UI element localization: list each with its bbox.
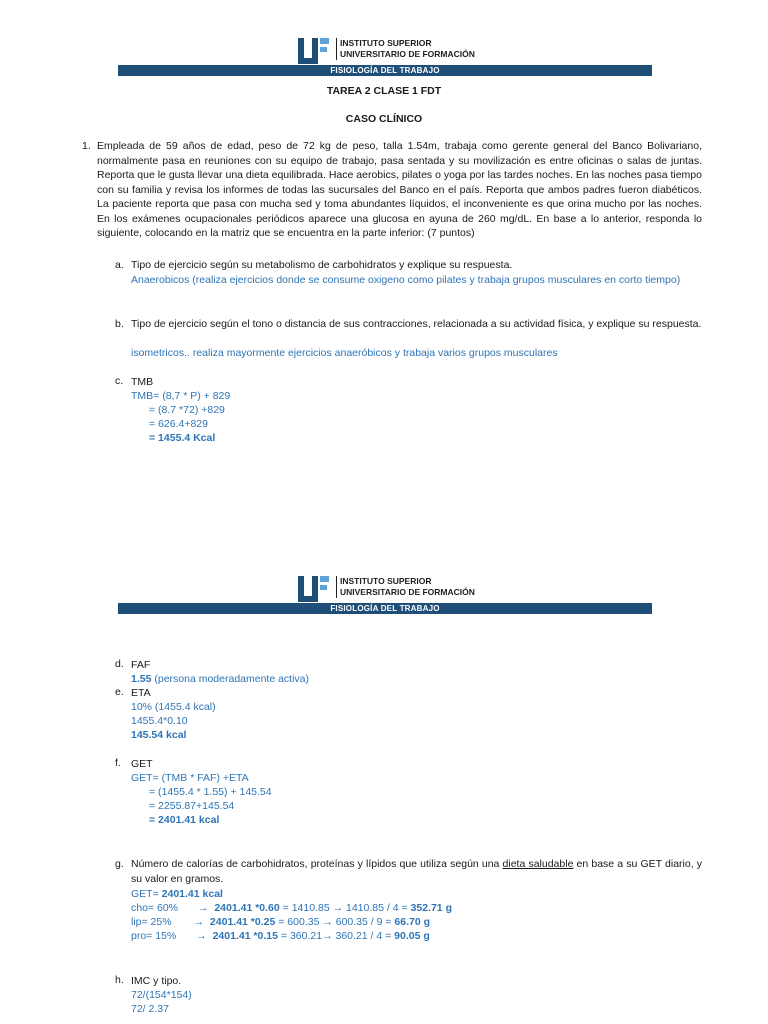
item-b-marker: b. (115, 318, 124, 330)
course-bar: FISIOLOGÍA DEL TRABAJO (118, 603, 652, 614)
tmb-line-1: TMB= (8,7 * P) + 829 (131, 390, 231, 402)
item-e-marker: e. (115, 686, 124, 698)
get-result: = 2401.41 kcal (149, 814, 220, 826)
item-e-label: ETA (131, 687, 151, 699)
get-line-2: = (1455.4 * 1.55) + 145.54 (149, 786, 272, 798)
tmb-line-3: = 626.4+829 (149, 418, 208, 430)
imc-line-1: 72/(154*154) (131, 989, 192, 1001)
eta-line-2: 1455.4*0.10 (131, 715, 188, 727)
case-description: Empleada de 59 años de edad, peso de 72 kg de peso, talla 1.54m, trabaja como gerente general del Banco Bolivariano, normalmente pasa en reuniones con su equipo de trabajo, pasa sentada y su movilización es entre oficinas o salas de juntas. Reporta que le gusta llevar una dieta equilibrada. Hace aerobics, pilates o yoga por las tardes noches. En las noches pasa tiempo con su familia y revisa los informes de todas las sucursales del Banco en el país. Reporta que ambos padres fueron diabéticos. La paciente reporta que pasa con mucha sed y toma abundantes líquidos, el inconveniente es que orina mucho por las noches. En los exámenes ocupacionales periódicos aparece una glucosa en ayuna de 260 mg/dL. En base a lo anterior, responda lo siguiente, colocando en la matriz que se encuentra en la parte inferior: (7 puntos) (97, 140, 702, 239)
get-line-3: = 2255.87+145.54 (149, 800, 235, 812)
item-d-marker: d. (115, 658, 124, 670)
item-b-answer: isometricos.. realiza mayormente ejercicios anaeróbicos y trabaja varios grupos musculares (131, 347, 558, 359)
item-a-question: Tipo de ejercicio según su metabolismo de carbohidratos y explique su respuesta. (131, 259, 513, 271)
document-title: TAREA 2 CLASE 1 FDT (326, 85, 442, 97)
item-h-marker: h. (115, 974, 124, 986)
macro-row-pro: pro= 15% → 2401.41 *0.15 = 360.21→ 360.21 / 4 = 90.05 g (131, 930, 430, 942)
item-c-marker: c. (115, 375, 124, 387)
question-number: 1. (82, 140, 91, 152)
macro-row-lip: lip= 25% → 2401.41 *0.25 = 600.35 → 600.35 / 9 = 66.70 g (131, 916, 431, 928)
tmb-result: = 1455.4 Kcal (149, 432, 216, 444)
item-a-answer: Anaerobicos (realiza ejercicios donde se consume oxigeno como pilates y trabaja grupos musculares en corto tiempo) (131, 274, 681, 286)
get-line-1: GET= (TMB * FAF) +ETA (131, 772, 249, 784)
eta-line-1: 10% (1455.4 kcal) (131, 701, 216, 713)
item-b-question: Tipo de ejercicio según el tono o distancia de sus contracciones, relacionada a su actividad física, y explique su respuesta. (131, 318, 702, 330)
item-f-marker: f. (115, 757, 121, 769)
faf-value: 1.55 (persona moderadamente activa) (131, 673, 310, 685)
course-bar: FISIOLOGÍA DEL TRABAJO (118, 65, 652, 76)
imc-line-2: 72/ 2.37 (131, 1003, 169, 1015)
page1-header (118, 36, 652, 84)
institute-name: INSTITUTO SUPERIOR UNIVERSITARIO DE FORMACIÓN (336, 38, 475, 60)
document-subtitle: CASO CLÍNICO (345, 113, 423, 125)
tmb-line-2: = (8.7 *72) +829 (149, 404, 225, 416)
item-d-label: FAF (131, 659, 151, 671)
item-f-label: GET (131, 758, 153, 770)
page2-header (118, 574, 652, 622)
macro-row-cho: cho= 60% → 2401.41 *0.60 = 1410.85 → 1410.85 / 4 = 352.71 g (131, 902, 452, 914)
item-c-label: TMB (131, 376, 154, 388)
eta-result: 145.54 kcal (131, 729, 187, 741)
item-g-question: Número de calorías de carbohidratos, proteínas y lípidos que utiliza según una dieta saludable en base a su GET diario, y su valor en gramos. (131, 858, 703, 885)
institute-name: INSTITUTO SUPERIOR UNIVERSITARIO DE FORMACIÓN (336, 576, 475, 598)
item-g-marker: g. (115, 858, 124, 870)
item-a-marker: a. (115, 259, 124, 271)
get-total: GET= 2401.41 kcal (131, 888, 223, 900)
item-h-label: IMC y tipo. (131, 975, 182, 987)
